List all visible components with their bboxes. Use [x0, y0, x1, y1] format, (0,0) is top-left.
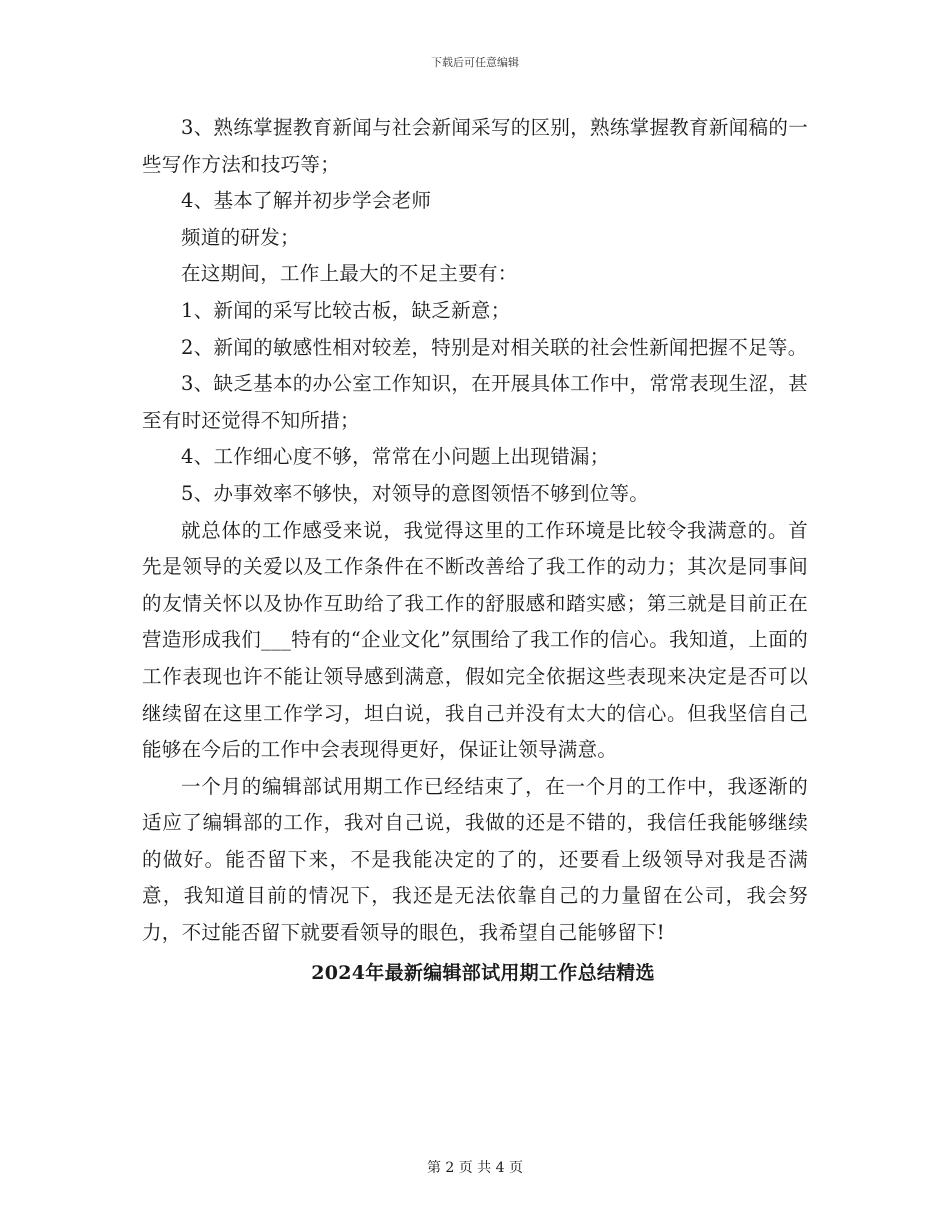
paragraph: 在这期间，工作上最大的不足主要有：: [181, 262, 518, 286]
section-title: 2024年最新编辑部试用期工作总结精选: [311, 961, 655, 984]
paragraph: 一个月的编辑部试用期工作已经结束了，在一个月的工作中，我逐渐的适应了编辑部的工作，我对自己说，我做的还是不错的，我信任我能够继续的做好。能否留下来，不是我能决定的了的，还要看上级领导对我是否满意，我知道目前的情况下，我还是无法依靠自己的力量留在公司，我会努力，不过能否留下就要看领导的眼色，我希望自己能够留下!: [142, 774, 808, 945]
paragraph: 1、新闻的采写比较古板，缺乏新意；: [181, 298, 511, 322]
paragraph: 频道的研发；: [181, 225, 300, 249]
paragraph: 就总体的工作感受来说，我觉得这里的工作环境是比较令我满意的。首先是领导的关爱以及工作条件在不断改善给了我工作的动力；其次是同事间的友情关怀以及协作互助给了我工作的舒服感和踏实感；第三就是目前正在营造形成我们___特有的“企业文化”氛围给了我工作的信心。我知道，上面的工作表现也许不能让领导感到满意，假如完全依据这些表现来决定是否可以继续留在这里工作学习，坦白说，我自己并没有太大的信心。但我坚信自己能够在今后的工作中会表现得更好，保证让领导满意。: [142, 518, 808, 762]
paragraph: 2、新闻的敏感性相对较差，特别是对相关联的社会性新闻把握不足等。: [181, 335, 808, 359]
document-body: [142, 110, 808, 991]
paragraph: 4、基本了解并初步学会老师: [181, 189, 432, 213]
paragraph: 3、缺乏基本的办公室工作知识，在开展具体工作中，常常表现生涩，甚至有时还觉得不知所措；: [142, 372, 808, 432]
paragraph: 5、办事效率不够快，对领导的意图领悟不够到位等。: [181, 481, 650, 505]
paragraph: 3、熟练掌握教育新闻与社会新闻采写的区别，熟练掌握教育新闻稿的一些写作方法和技巧等；: [142, 116, 808, 176]
paragraph: 4、工作细心度不够，常常在小问题上出现错漏；: [181, 445, 610, 469]
page-number: 第 2 页 共 4 页: [426, 1160, 524, 1176]
page-header: 下载后可任意编辑: [431, 56, 519, 69]
